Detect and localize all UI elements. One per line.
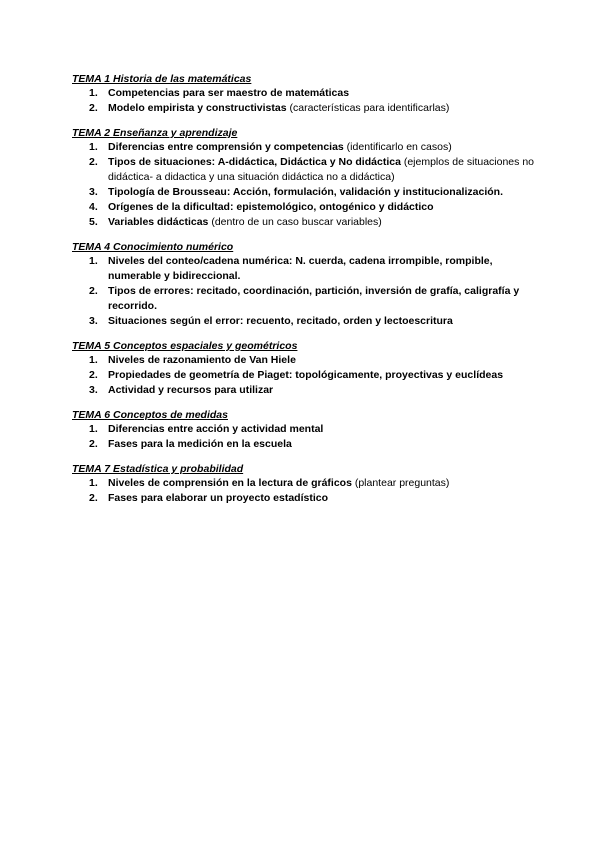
item-bold-text: Niveles de comprensión en la lectura de gráficos [108,477,352,489]
topic-list [72,140,542,230]
item-bold-text: Fases para la medición en la escuela [108,438,292,450]
tema-section [72,462,542,506]
tema-title: TEMA 2 Enseñanza y aprendizaje [72,127,238,139]
item-number: 3. [89,315,98,327]
item-number: 1. [89,87,98,99]
item-number: 4. [89,201,98,213]
tema-title: TEMA 4 Conocimiento numérico [72,241,234,253]
item-number: 2. [89,438,98,450]
list-item [72,422,542,437]
item-number: 3. [89,384,98,396]
item-bold-text: Tipos de errores: recitado, coordinación, partición, inversión de grafía, caligrafía y recorrido. [108,285,520,312]
list-item [72,284,542,314]
item-number: 2. [89,492,98,504]
item-number: 1. [89,477,98,489]
tema-section [72,339,542,398]
item-number: 2. [89,369,98,381]
item-bold-text: Tipología de Brousseau: Acción, formulación, validación y institucionalización. [108,186,503,198]
list-item [72,185,542,200]
item-note-text: (plantear preguntas) [351,477,450,489]
list-item [72,383,542,398]
tema-title: TEMA 6 Conceptos de medidas [72,409,228,421]
item-number: 2. [89,156,98,168]
list-item [72,86,542,101]
item-number: 1. [89,141,98,153]
item-bold-text: Competencias para ser maestro de matemáticas [108,87,350,99]
tema-section [72,240,542,329]
item-number: 5. [89,216,98,228]
item-bold-text: Propiedades de geometría de Piaget: topológicamente, proyectivas y euclídeas [108,369,504,381]
item-number: 2. [89,285,98,297]
tema-title: TEMA 1 Historia de las matemáticas [72,73,252,85]
list-item [72,437,542,452]
list-item [72,215,542,230]
list-item [72,140,542,155]
item-bold-text: Tipos de situaciones: A-didáctica, Didáctica y No didáctica [108,156,401,168]
topic-list [72,476,542,506]
tema-title: TEMA 5 Conceptos espaciales y geométricos [72,340,298,352]
list-item [72,491,542,506]
list-item [72,101,542,116]
topic-list [72,86,542,116]
topic-list [72,422,542,452]
item-bold-text: Actividad y recursos para utilizar [108,384,274,396]
tema-section [72,72,542,116]
item-number: 1. [89,354,98,366]
item-note-text: (dentro de un caso buscar variables) [208,216,382,228]
item-bold-text: Orígenes de la dificultad: epistemológico, ontogénico y didáctico [108,201,434,213]
item-bold-text: Niveles del conteo/cadena numérica: N. cuerda, cadena irrompible, rompible, numerable y bidireccional. [108,255,493,282]
item-number: 3. [89,186,98,198]
item-bold-text: Diferencias entre acción y actividad mental [108,423,324,435]
item-bold-text: Diferencias entre comprensión y competencias [108,141,344,153]
item-note-text: (identificarlo en casos) [343,141,452,153]
item-note-text: (características para identificarlas) [286,102,450,114]
item-bold-text: Niveles de razonamiento de Van Hiele [108,354,296,366]
list-item [72,368,542,383]
item-bold-text: Modelo empirista y constructivistas [108,102,287,114]
list-item [72,314,542,329]
item-bold-text: Situaciones según el error: recuento, recitado, orden y lectoescritura [108,315,453,327]
tema-section [72,408,542,452]
topic-list [72,353,542,398]
item-number: 1. [89,255,98,267]
list-item [72,353,542,368]
document-content [72,72,542,516]
list-item [72,476,542,491]
tema-title: TEMA 7 Estadística y probabilidad [72,463,244,475]
list-item [72,254,542,284]
item-bold-text: Fases para elaborar un proyecto estadístico [108,492,328,504]
tema-section [72,126,542,230]
topic-list [72,254,542,329]
list-item [72,200,542,215]
item-bold-text: Variables didácticas [108,216,209,228]
list-item [72,155,542,185]
item-note-text: (ejemplos de situaciones no didáctica- a didactica y una situación didáctica no a didáctica) [108,156,534,183]
item-number: 1. [89,423,98,435]
item-number: 2. [89,102,98,114]
